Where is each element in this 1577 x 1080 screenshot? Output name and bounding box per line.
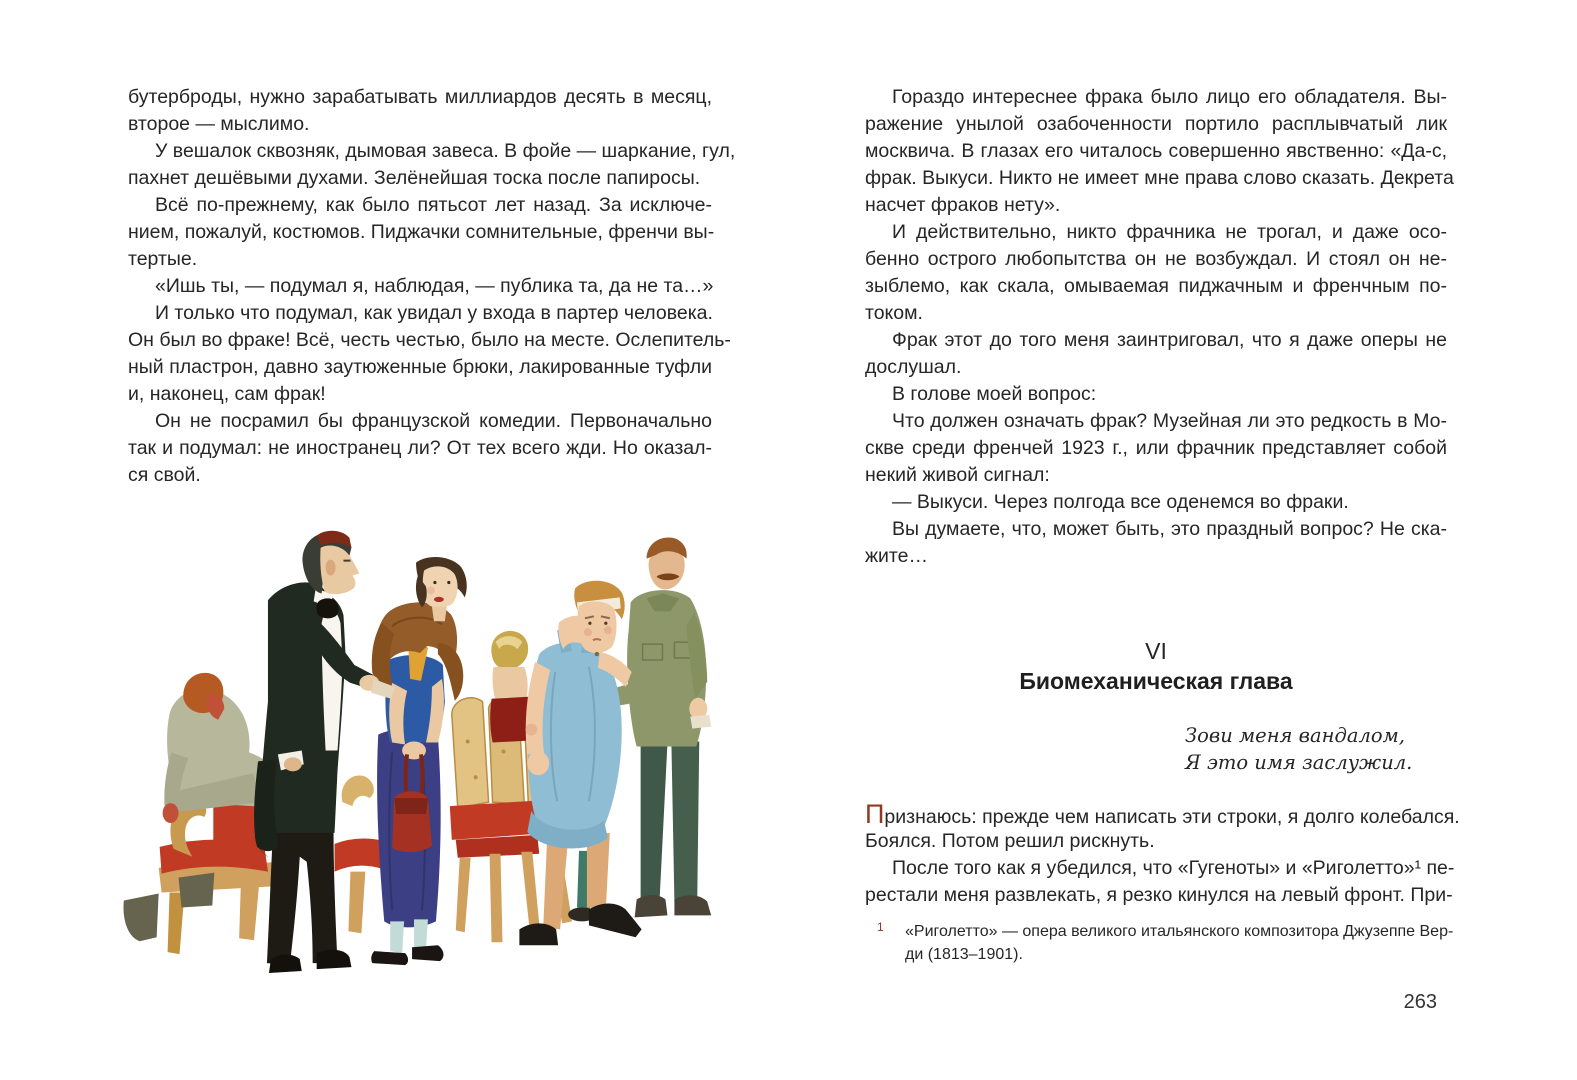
text-line: током. (865, 302, 923, 324)
stout-woman-blue (519, 581, 641, 946)
text-line: Фрак этот до того меня заинтриговал, что я даже оперы не (892, 329, 1447, 351)
text-line: ся свой. (128, 464, 201, 486)
text-line: насчет фраков нету». (865, 194, 1061, 216)
text-line: У вешалок сквозняк, дымовая завеса. В фойе — шаркание, гул, (155, 140, 736, 162)
text-line: бенно острого любопытства он не возбуждал. И стоял он не- (865, 248, 1447, 270)
continuation-paragraph (865, 855, 1455, 909)
text-line: После того как я убедился, что «Гугеноты» и «Риголетто»¹ пе- (892, 857, 1455, 879)
text-line: Вы думаете, что, может быть, это праздный вопрос? Не ска- (892, 518, 1447, 540)
text-line: так и подумал: не иностранец ли? От тех всего жди. Но оказал- (128, 437, 712, 459)
foyer-illustration (120, 503, 720, 980)
text-line: ный пластрон, давно заутюженные брюки, лакированные туфли (128, 356, 712, 378)
text-line: второе — мыслимо. (128, 113, 310, 135)
text-line: И только что подумал, как увидал у входа в партер человека. (155, 302, 713, 324)
text-line: «Ишь ты, — подумал я, наблюдая, — публика та, да не та…» (155, 275, 714, 297)
text-line: зыблемо, как скала, омываемая пиджачным и френчным по- (865, 275, 1447, 297)
text-line: Он не посрамил бы французской комедии. Первоначально (155, 410, 712, 432)
text-line: дослушал. (865, 356, 962, 378)
epigraph (1185, 722, 1455, 776)
footnote-marker: 1 (877, 920, 884, 934)
text-line: жите… (865, 545, 928, 567)
text-line (865, 799, 1460, 829)
text-line: Зови меня вандалом, (1185, 724, 1405, 747)
opening-line1: ризнаюсь: прежде чем написать эти строки, я долго колебался. (884, 806, 1460, 828)
man-in-tailcoat (254, 531, 395, 973)
text-line: рестали меня развлекать, я резко кинулся на левый фронт. При- (865, 884, 1453, 906)
chapter-heading (865, 636, 1447, 696)
text-line: и, наконец, сам фрак! (128, 383, 326, 405)
text-line: — Выкуси. Через полгода все оденемся во фраки. (892, 491, 1349, 513)
text-line: Всё по-прежнему, как было пятьсот лет назад. За исключе- (155, 194, 712, 216)
footnote-line: «Риголетто» — опера великого итальянского композитора Джузеппе Вер- (905, 923, 1454, 940)
text-line: Гораздо интереснее фрака было лицо его обладателя. Вы- (892, 86, 1447, 108)
chapter-number: VI (1145, 638, 1167, 664)
text-line: бутерброды, нужно зарабатывать миллиардов десять в месяц, (128, 86, 712, 108)
text-line: тертые. (128, 248, 198, 270)
text-line: В голове моей вопрос: (892, 383, 1097, 405)
text-line: скве среди френчей 1923 г., или фрачник представляет собой (865, 437, 1447, 459)
text-line: Я это имя заслужил. (1185, 751, 1413, 774)
right-page-text (865, 84, 1454, 570)
text-line: москвича. В глазах его читалось совершенно явственно: «Да-с, (865, 140, 1447, 162)
text-line: Боялся. Потом решил рискнуть. (865, 830, 1155, 852)
text-line: некий живой сигнал: (865, 464, 1050, 486)
opening-paragraph (865, 799, 1460, 855)
text-line: И действительно, никто фрачника не трогал, и даже осо- (892, 221, 1447, 243)
woman-in-blue-dress (371, 557, 467, 965)
footnote-line: ди (1813–1901). (905, 946, 1023, 963)
text-line: нием, пожалуй, костюмов. Пиджачки сомнительные, френчи вы- (128, 221, 715, 243)
footnote (865, 920, 1454, 966)
text-line: фрак. Выкуси. Никто не имеет мне права слово сказать. Декрета (865, 167, 1454, 189)
text-line: Что должен означать фрак? Музейная ли это редкость в Мо- (892, 410, 1447, 432)
text-line: пахнет дешёвыми духами. Зелёнейшая тоска после папиросы. (128, 167, 701, 189)
text-line: ражение унылой озабоченности портило расплывчатый лик (865, 113, 1447, 135)
chapter-title: Биомеханическая глава (1019, 668, 1293, 694)
left-page-text (128, 84, 736, 489)
page-number: 263 (1403, 991, 1437, 1013)
text-line: Он был во фраке! Всё, честь честью, было на месте. Ослепитель- (128, 329, 731, 351)
drop-cap: П (865, 799, 885, 829)
